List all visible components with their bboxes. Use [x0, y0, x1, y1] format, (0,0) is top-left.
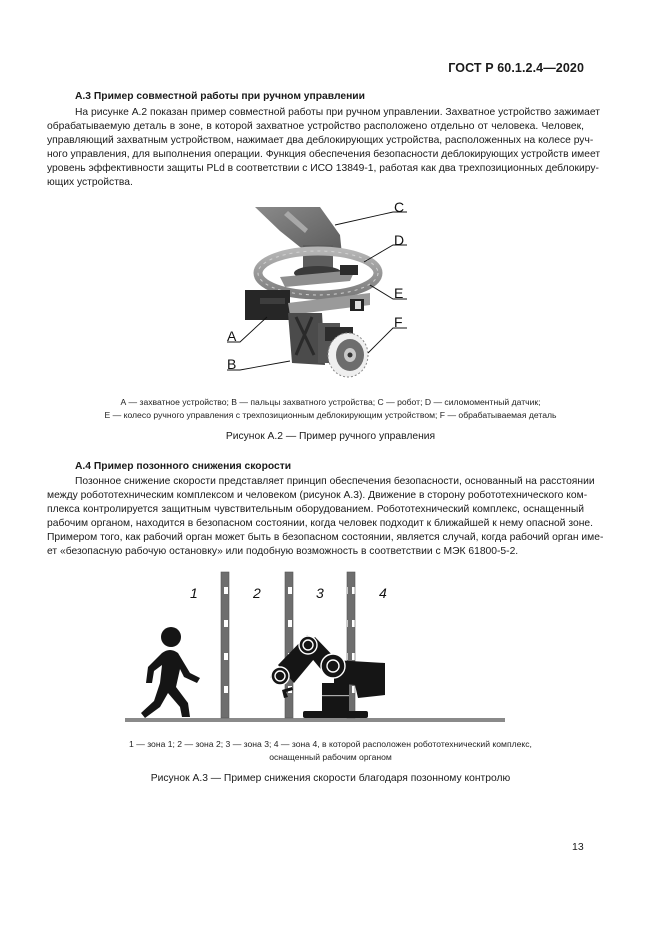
paragraph-line: уровень эффективности защиты PLd в соответствии с ИСО 13849-1, работая как два трехпозиционных деблокиру-: [47, 163, 599, 175]
section-a4-title: А.4 Пример позонного снижения скорости: [75, 461, 292, 472]
light-curtain-1: [221, 572, 229, 718]
zone-label-4: 4: [379, 585, 387, 601]
figure-label-c: C: [394, 199, 405, 215]
paragraph-line: ющих устройства.: [47, 177, 133, 189]
figure-a2-image: [200, 195, 430, 385]
legend-line: 1 — зона 1; 2 — зона 2; 3 — зона 3; 4 — зона 4, в которой расположен робототехнический комплекс,: [129, 739, 532, 749]
figure-label-a: A: [227, 328, 237, 344]
legend-line: оснащенный рабочим органом: [269, 751, 392, 762]
figure-label-d: D: [394, 232, 405, 248]
paragraph-line: управляющий захватным устройством, нажимает два деблокирующих устройства, расположенных на колесе руч-: [47, 135, 594, 147]
figure-a3-image: [110, 565, 530, 730]
legend-line: Е — колесо ручного управления с трехпозиционным деблокирующим устройством; F — обрабатываемая деталь: [104, 409, 557, 420]
floor-line: [125, 718, 505, 722]
paragraph-line: Примером того, как рабочий орган может быть в безопасном состоянии, является случай, когда рабочий орган име-: [47, 532, 604, 544]
paragraph-line: между робототехническим комплексом и человеком (рисунок А.3). Движение в сторону робототехнического ком-: [47, 490, 588, 502]
figure-label-e: E: [394, 285, 404, 301]
figure-label-f: F: [394, 314, 403, 330]
zone-label-1: 1: [190, 585, 198, 601]
figure-a2-legend: [0, 396, 661, 421]
paragraph-line: плекса контролируется защитным чувствительным оборудованием. Робототехнический комплекс, оснащенный: [47, 504, 584, 516]
zone-label-3: 3: [316, 585, 324, 601]
section-a3-title: А.3 Пример совместной работы при ручном управлении: [75, 91, 365, 102]
standard-code: ГОСТ Р 60.1.2.4—2020: [448, 61, 584, 75]
paragraph-line: обрабатываемую деталь в зоне, в которой захватное устройство расположено отдельно от человека. Человек,: [47, 121, 584, 133]
zone-label-2: 2: [253, 585, 261, 601]
figure-a3-legend: [0, 738, 661, 763]
paragraph-line: ет «безопасную рабочую остановку» или подобную возможность в соответствии с МЭК 61800-5-2.: [47, 546, 519, 558]
paragraph-line: На рисунке А.2 показан пример совместной работы при ручном управлении. Захватное устройство зажимает: [75, 107, 600, 118]
page-number: 13: [572, 841, 584, 853]
legend-line: А — захватное устройство; В — пальцы захватного устройства; С — робот; D — силомоментный датчик;: [120, 397, 541, 407]
walking-person-icon: [141, 627, 200, 718]
figure-label-b: B: [227, 356, 237, 372]
figure-a3-caption: Рисунок А.3 — Пример снижения скорости благодаря позонному контролю: [150, 773, 511, 784]
section-a4-paragraph: [47, 475, 604, 560]
paragraph-line: ного управления, для выполнения операции. Функция обеспечения безопасности деблокирующих устройств имеет: [47, 149, 601, 161]
paragraph-line: Позонное снижение скорости представляет принцип обеспечения безопасности, основанный на расстоянии: [75, 476, 595, 487]
paragraph-line: рабочим органом, находится в безопасном состоянии, когда человек подходит к ближайшей к нему опасной зоне.: [47, 518, 593, 530]
section-a3-paragraph: [47, 106, 601, 191]
figure-a2-caption: Рисунок А.2 — Пример ручного управления: [225, 431, 436, 442]
